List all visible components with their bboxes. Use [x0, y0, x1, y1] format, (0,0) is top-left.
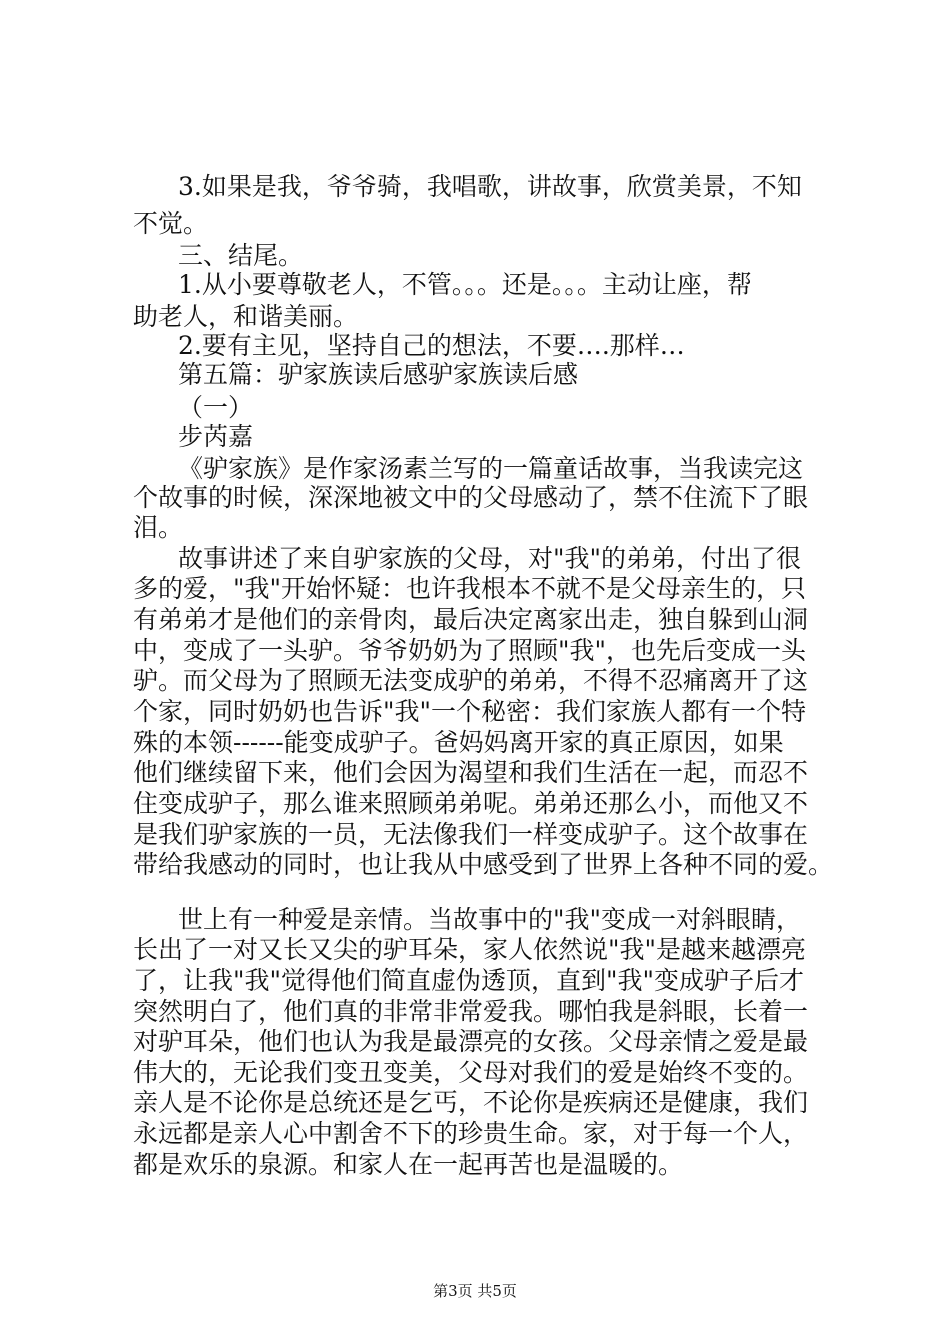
text-line: 亲人是不论你是总统还是乞丐，不论你是疾病还是健康，我们	[133, 1088, 809, 1117]
text-line: 殊的本领------能变成驴子。爸妈妈离开家的真正原因，如果	[133, 728, 784, 757]
text-line: 都是欢乐的泉源。和家人在一起再苦也是温暖的。	[133, 1150, 684, 1179]
text-line: 不觉。	[133, 209, 209, 238]
text-line: 个家，同时奶奶也告诉"我"一个秘密：我们家族人都有一个特	[133, 697, 807, 726]
text-line: 中，变成了一头驴。爷爷奶奶为了照顾"我"，也先后变成一头	[133, 636, 807, 665]
part-label: （一）	[178, 393, 254, 422]
text-line: 助老人，和谐美丽。	[133, 302, 359, 331]
text-line: 对驴耳朵，他们也认为我是最漂亮的女孩。父母亲情之爱是最	[133, 1027, 809, 1056]
text-line: 多的爱，"我"开始怀疑：也许我根本不就不是父母亲生的，只	[133, 574, 807, 603]
text-line: 故事讲述了来自驴家族的父母，对"我"的弟弟，付出了很	[178, 544, 802, 573]
text-line: 突然明白了，他们真的非常非常爱我。哪怕我是斜眼，长着一	[133, 997, 809, 1026]
text-line: 是我们驴家族的一员，无法像我们一样变成驴子。这个故事在	[133, 820, 809, 849]
text-line: 驴。而父母为了照顾无法变成驴的弟弟，不得不忍痛离开了这	[133, 666, 809, 695]
text-line: 泪。	[133, 513, 184, 542]
text-line: 长出了一对又长又尖的驴耳朵，家人依然说"我"是越来越漂亮	[133, 935, 807, 964]
text-line: 2.要有主见，坚持自己的想法，不要….那样…	[178, 331, 685, 360]
text-line: 《驴家族》是作家汤素兰写的一篇童话故事，当我读完这	[178, 454, 804, 483]
text-line: 3.如果是我，爷爷骑，我唱歌，讲故事，欣赏美景，不知	[178, 172, 802, 201]
text-line: 永远都是亲人心中割舍不下的珍贵生命。家，对于每一个人，	[133, 1119, 809, 1148]
text-line: 个故事的时候，深深地被文中的父母感动了，禁不住流下了眼	[133, 483, 809, 512]
article-title: 第五篇：驴家族读后感驴家族读后感	[178, 360, 579, 389]
section-heading: 三、结尾。	[178, 241, 304, 270]
author-name: 步芮嘉	[178, 422, 254, 451]
text-line: 带给我感动的同时，也让我从中感受到了世界上各种不同的爱。	[133, 850, 834, 879]
text-line: 1.从小要尊敬老人，不管。。。还是。。。主动让座，帮	[178, 270, 752, 299]
text-line: 了，让我"我"觉得他们简直虚伪透顶，直到"我"变成驴子后才	[133, 966, 804, 995]
page-footer: 第3页 共5页	[433, 1282, 517, 1300]
text-line: 伟大的，无论我们变丑变美，父母对我们的爱是始终不变的。	[133, 1058, 809, 1087]
text-line: 有弟弟才是他们的亲骨肉，最后决定离家出走，独自躲到山洞	[133, 605, 809, 634]
text-line: 住变成驴子，那么谁来照顾弟弟呢。弟弟还那么小，而他又不	[133, 789, 809, 818]
text-line: 他们继续留下来，他们会因为渴望和我们生活在一起，而忍不	[133, 758, 809, 787]
text-line: 世上有一种爱是亲情。当故事中的"我"变成一对斜眼睛，	[178, 905, 802, 934]
